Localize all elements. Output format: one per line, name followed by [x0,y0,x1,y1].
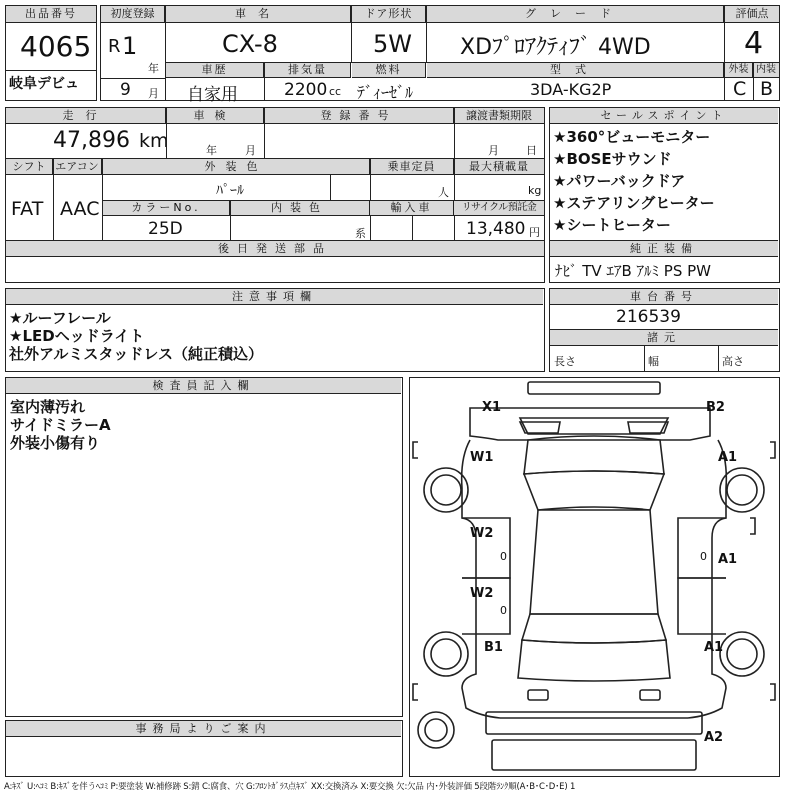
grade: XDﾌﾟﾛｱｸﾃｨﾌﾞ 4WD [460,35,651,60]
damage-mark-quarter-left: B1 [484,640,503,655]
sales-point: ★パワーバックドア [553,172,686,190]
damage-mark-front-left: X1 [482,400,502,415]
damage-mark-door-rear-left: W2 [470,586,494,601]
inspector-note: 外装小傷有り [10,434,101,452]
ac: AAC [60,198,100,220]
int-color-unit: 系 [355,227,366,240]
sales-point: ★360°ビューモニター [553,128,711,146]
interior-grade: B [760,78,774,100]
mileage: 47,896 [53,128,130,153]
vehicle-history: 自家用 [187,85,238,105]
exterior-grade: C [733,78,747,100]
model-name: CX-8 [222,30,278,58]
seats-unit: 人 [438,186,449,199]
inspection-month-unit: 月 [245,144,256,157]
door-type: 5W [373,30,412,58]
damage-mark-quarter-right: A1 [704,640,724,655]
sales-point: ★BOSEサウンド [553,150,672,168]
shift-label: シフト [6,159,53,175]
era: R [108,36,121,57]
shift: FAT [11,198,44,220]
model-type-code: 3DA-KG2P [530,80,612,99]
ext-color-label: 外装色 [103,159,370,175]
month-unit: 月 [148,87,159,100]
doors-label: ドア形状 [352,6,426,23]
transfer-deadline-label: 譲渡書類期限 [454,108,544,124]
lot-number: 4065 [20,30,92,63]
recycle-label: リサイクル預託金 [454,201,544,216]
damage-mark-zero: 0 [500,604,507,617]
damage-mark-fender-left: W1 [470,450,494,465]
inspection-year-unit: 年 [206,144,217,157]
inspection-label: 車検 [166,108,264,124]
inspector-note: 室内薄汚れ [10,398,86,416]
displacement-label: 排気量 [265,63,351,78]
sales-point: ★ステアリングヒーター [553,194,715,212]
inspector-box [5,377,403,717]
car-diagram-box [409,377,780,777]
fuel-type: ﾃﾞｨｰｾﾞﾙ [357,83,414,102]
color-no-label: カラーNo. [103,201,230,216]
load-unit: kg [528,184,542,197]
history-label: 車歴 [166,63,264,78]
damage-mark-door-front-left: W2 [470,526,494,541]
equipment-label: 純正装備 [550,241,778,257]
chassis-number: 216539 [616,307,681,327]
damage-mark-door-front-right: A1 [718,552,738,567]
auction-badge: 岐阜デビュ [9,76,79,92]
registration-no-label: 登録番号 [264,108,454,124]
legend: A:ｷｽﾞ U:ﾍｺﾐ B:ｷｽﾞを伴うﾍｺﾐ P:要塗装 W:補修跡 S:錆 C:腐食、穴 G:ﾌﾛﾝﾄｶﾞﾗｽ点ｷｽﾞ XX:交換済み X:要交換 欠:欠品 内･外装評価 5段階ﾗﾝｸ順(A･B･C･D･E) 1 [4,782,576,792]
sales-point: ★シートヒーター [553,216,671,234]
caution-line: ★LEDヘッドライト [9,327,145,345]
width-label: 幅 [648,355,659,368]
car-diagram [410,378,778,775]
fuel-label: 燃料 [352,63,426,78]
height-label: 高さ [722,355,744,368]
transfer-day-unit: 日 [526,144,537,157]
overall-score: 4 [744,26,764,61]
first-reg-year: 1 [122,32,138,60]
interior-label: 内装 [753,63,779,78]
type-label: 型式 [427,63,724,78]
recycle-fee: 13,480 [466,219,526,239]
office-label: 事務局よりご案内 [6,721,401,737]
damage-mark-zero: 0 [700,550,707,563]
length-label: 長さ [554,355,576,368]
seats-label: 乗車定員 [370,159,454,175]
damage-mark-front-right: B2 [706,400,725,415]
chassis-box [549,288,780,372]
inspector-note: サイドミラーA [10,416,111,434]
inspector-label: 検査員記入欄 [6,378,401,394]
lot-number-label: 出品番号 [6,6,96,23]
caution-label: 注意事項欄 [6,289,543,305]
damage-mark-fender-right: A1 [718,450,738,465]
chassis-label: 車台番号 [550,289,778,305]
sales-points-box [549,107,780,283]
caution-line: ★ルーフレール [9,309,111,327]
int-color-label: 内装色 [230,201,370,216]
caution-line: 社外アルミスタッドレス（純正積込） [9,345,263,363]
caution-box [5,288,545,372]
transfer-month-unit: 月 [488,144,499,157]
model-label: 車名 [166,6,351,23]
ext-color: ﾊﾟｰﾙ [216,183,244,199]
first-reg-month: 9 [120,80,131,100]
max-load-label: 最大積載量 [454,159,544,175]
damage-mark-zero: 0 [500,550,507,563]
recycle-unit: 円 [529,226,540,239]
score-label: 評価点 [725,6,779,23]
mileage-label: 走行 [6,108,166,124]
specs-label: 諸元 [550,330,778,346]
displacement: 2200 [284,80,328,100]
color-no: 25D [148,219,183,239]
first-reg-label: 初度登録 [101,6,165,23]
sales-points-label: セールスポイント [550,108,778,124]
year-unit: 年 [148,62,159,75]
office-box [5,720,403,777]
equipment: ﾅﾋﾞ TV ｴｱB ｱﾙﾐ PS PW [555,262,711,280]
import-label: 輸入車 [370,201,454,216]
later-parts-label: 後日発送部品 [6,241,544,257]
displacement-unit: cc [329,85,342,98]
ac-label: エアコン [53,159,102,175]
damage-mark-rear: A2 [704,730,724,745]
mileage-unit: km [139,130,169,152]
grade-label: グレード [427,6,724,23]
exterior-label: 外装 [725,63,753,78]
lot-number-box [5,5,97,101]
